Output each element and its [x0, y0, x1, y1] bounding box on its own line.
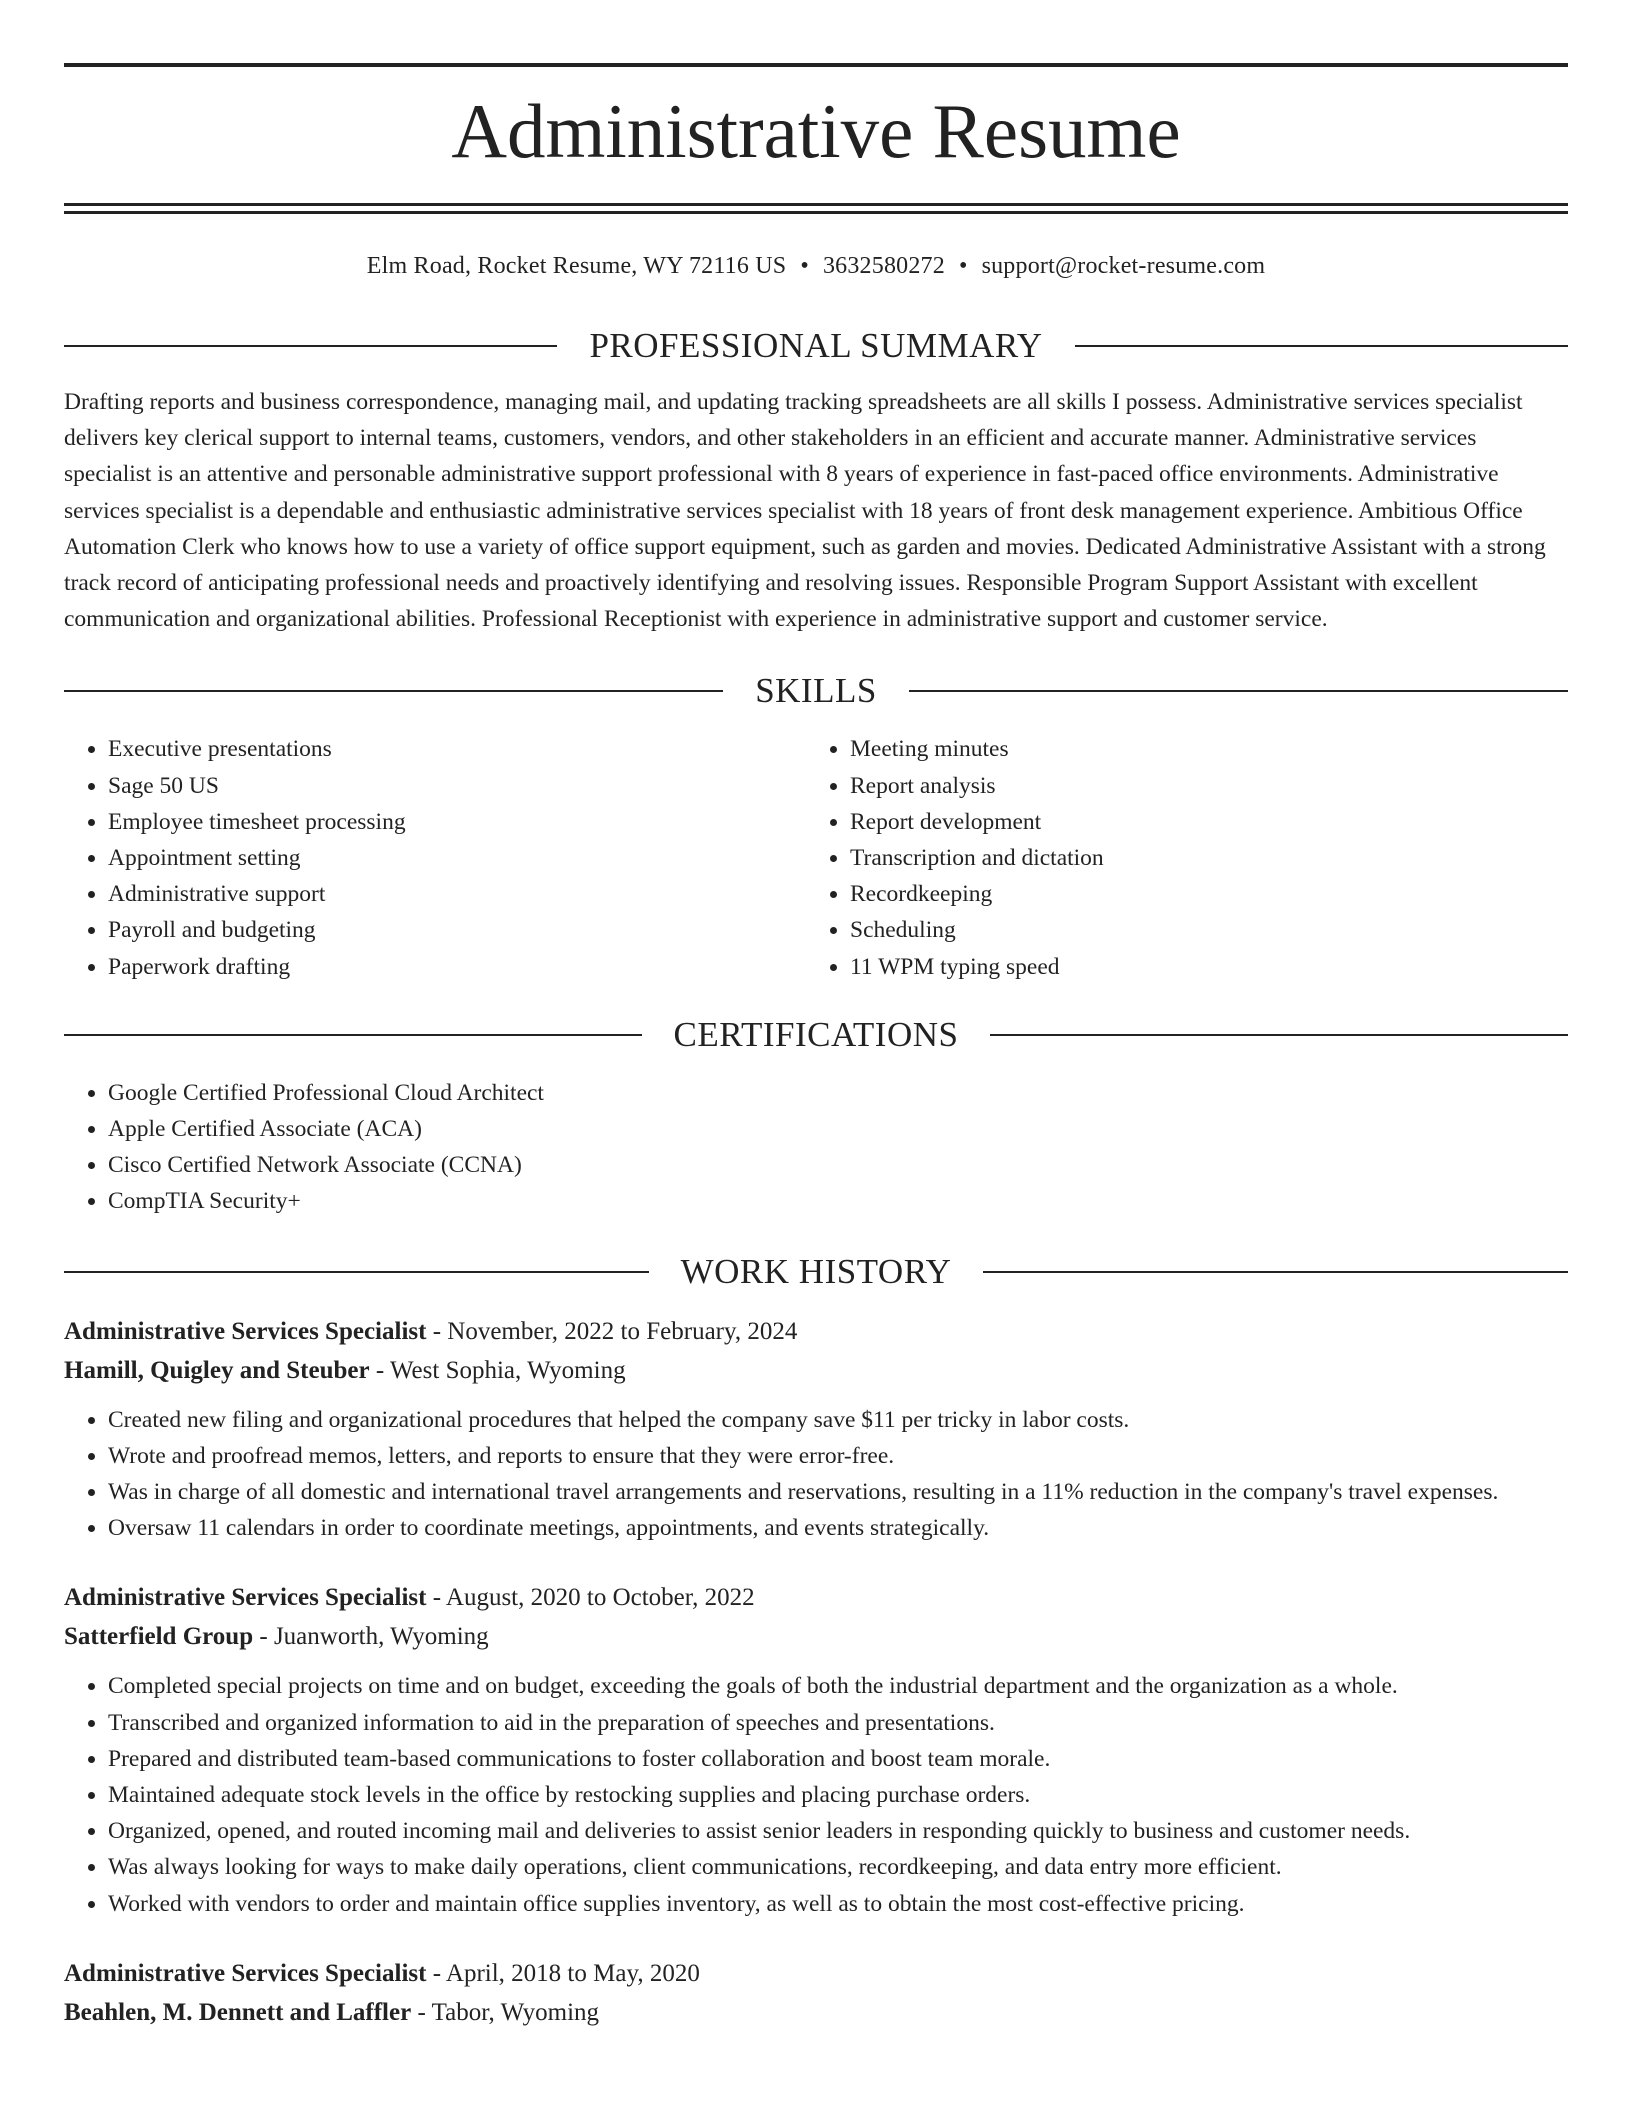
heading-rule-left — [64, 1271, 649, 1273]
job-duty-item: • Oversaw 11 calendars in order to coordinate meetings, appointments, and events strategically. — [108, 1510, 1568, 1546]
job-dates: - August, 2020 to October, 2022 — [426, 1584, 755, 1612]
job-company: Hamill, Quigley and Steuber — [64, 1356, 370, 1384]
certifications-list — [64, 1075, 1568, 1220]
contact-email: support@rocket-resume.com — [981, 253, 1266, 279]
job-location: - West Sophia, Wyoming — [369, 1356, 626, 1384]
certification-item: • Apple Certified Associate (ACA) — [108, 1111, 1568, 1147]
skills-heading-label: SKILLS — [755, 671, 877, 711]
skills-section-heading — [64, 671, 1568, 711]
skills-grid — [64, 731, 1568, 984]
heading-rule-left — [64, 690, 723, 692]
job-entry — [64, 1954, 1568, 2032]
contact-address: Elm Road, Rocket Resume, WY 72116 US — [366, 253, 787, 279]
job-duties-list — [64, 1402, 1568, 1547]
heading-rule-right — [983, 1271, 1568, 1273]
skill-item: • Report development — [850, 804, 1548, 840]
job-duty-item: • Completed special projects on time and on budget, exceeding the goals of both the industrial department and the organization as a whole. — [108, 1668, 1568, 1704]
summary-heading-label: PROFESSIONAL SUMMARY — [589, 326, 1043, 365]
heading-rule-left — [64, 1034, 642, 1036]
job-title-line — [64, 1312, 1568, 1351]
job-location: - Tabor, Wyoming — [411, 1998, 600, 2026]
contact-separator: • — [800, 253, 809, 279]
certifications-section-heading — [64, 1015, 1568, 1055]
skills-list-right — [806, 731, 1548, 984]
job-entry — [64, 1578, 1568, 1921]
job-company-line — [64, 1617, 1568, 1656]
contact-phone: 3632580272 — [822, 253, 945, 279]
skill-item: • Sage 50 US — [108, 768, 806, 804]
job-location: - Juanworth, Wyoming — [253, 1623, 489, 1651]
job-duty-item: • Wrote and proofread memos, letters, and reports to ensure that they were error-free. — [108, 1438, 1568, 1474]
work-section-heading — [64, 1252, 1568, 1292]
work-heading-label: WORK HISTORY — [680, 1251, 952, 1291]
summary-paragraph: Drafting reports and business correspondence, managing mail, and updating tracking spreadsheets are all skills I possess. Administrative services specialist delivers key clerical support to internal teams, customers, vendors, and other stakeholders in an efficient and accurate manner. Administrative services specialist is an attentive and personable administrative support professional with 8 years of experience in fast-paced office environments. Administrative services specialist is a dependable and enthusiastic administrative services specialist with 18 years of front desk management experience. Ambitious Office Automation Clerk who knows how to use a variety of office support equipment, such as garden and movies. Dedicated Administrative Assistant with a strong track record of anticipating professional needs and proactively identifying and resolving issues. Responsible Program Support Assistant with excellent communication and organizational abilities. Professional Receptionist with experience in administrative support and customer service. — [64, 389, 1546, 633]
skill-item: • 11 WPM typing speed — [850, 949, 1548, 985]
job-duty-item: • Worked with vendors to order and maintain office supplies inventory, as well as to obtain the most cost-effective pricing. — [108, 1886, 1568, 1922]
certification-item: • Cisco Certified Network Associate (CCNA) — [108, 1147, 1568, 1183]
contact-separator: • — [958, 253, 968, 279]
skill-item: • Meeting minutes — [850, 731, 1548, 767]
work-history-list — [64, 1312, 1568, 2032]
skill-item: • Paperwork drafting — [108, 949, 806, 985]
job-duties-list — [64, 1668, 1568, 1921]
job-duty-item: • Prepared and distributed team-based communications to foster collaboration and boost team morale. — [108, 1741, 1568, 1777]
job-duty-item: • Created new filing and organizational procedures that helped the company save $11 per tricky in labor costs. — [108, 1402, 1568, 1438]
heading-rule-right — [990, 1034, 1568, 1036]
top-rule — [64, 63, 1568, 67]
skill-item: • Executive presentations — [108, 731, 806, 767]
skills-column-right — [806, 731, 1548, 984]
title-double-rule — [64, 203, 1568, 214]
job-title: Administrative Services Specialist — [64, 1317, 427, 1345]
job-duty-item: • Transcribed and organized information to aid in the preparation of speeches and presentations. — [108, 1705, 1568, 1741]
skill-item: • Recordkeeping — [850, 876, 1548, 912]
job-dates: - April, 2018 to May, 2020 — [426, 1959, 700, 1987]
certifications-block — [64, 1075, 1568, 1220]
job-duty-item: • Was in charge of all domestic and international travel arrangements and reservations, resulting in a 11% reduction in the company's travel expenses. — [108, 1474, 1568, 1510]
job-entry — [64, 1312, 1568, 1547]
skill-item: • Report analysis — [850, 768, 1548, 804]
resume-page — [64, 0, 1568, 2032]
skill-item: • Transcription and dictation — [850, 840, 1548, 876]
resume-title: Administrative Resume — [451, 88, 1181, 174]
job-company-line — [64, 1993, 1568, 2032]
summary-section-heading — [64, 326, 1568, 366]
heading-rule-right — [909, 690, 1568, 692]
job-duty-item: • Organized, opened, and routed incoming mail and deliveries to assist senior leaders in responding quickly to business and customer needs. — [108, 1813, 1568, 1849]
certification-item: • Google Certified Professional Cloud Architect — [108, 1075, 1568, 1111]
job-title-line — [64, 1954, 1568, 1993]
job-duty-item: • Was always looking for ways to make daily operations, client communications, recordkeeping, and data entry more efficient. — [108, 1849, 1568, 1885]
skill-item: • Appointment setting — [108, 840, 806, 876]
job-dates: - November, 2022 to February, 2024 — [426, 1317, 798, 1345]
job-title: Administrative Services Specialist — [64, 1584, 427, 1612]
heading-rule-left — [64, 345, 557, 347]
job-title-line — [64, 1578, 1568, 1617]
job-company-line — [64, 1351, 1568, 1390]
certifications-heading-label: CERTIFICATIONS — [673, 1014, 959, 1054]
job-duty-item: • Maintained adequate stock levels in the office by restocking supplies and placing purchase orders. — [108, 1777, 1568, 1813]
skill-item: • Employee timesheet processing — [108, 804, 806, 840]
job-company: Beahlen, M. Dennett and Laffler — [64, 1998, 412, 2026]
skill-item: • Administrative support — [108, 876, 806, 912]
skills-column-left — [64, 731, 806, 984]
heading-rule-right — [1075, 345, 1568, 347]
skill-item: • Scheduling — [850, 912, 1548, 948]
skill-item: • Payroll and budgeting — [108, 912, 806, 948]
skills-list-left — [64, 731, 806, 984]
contact-line — [64, 250, 1568, 282]
job-company: Satterfield Group — [64, 1623, 254, 1651]
job-title: Administrative Services Specialist — [64, 1959, 427, 1987]
certification-item: • CompTIA Security+ — [108, 1183, 1568, 1219]
